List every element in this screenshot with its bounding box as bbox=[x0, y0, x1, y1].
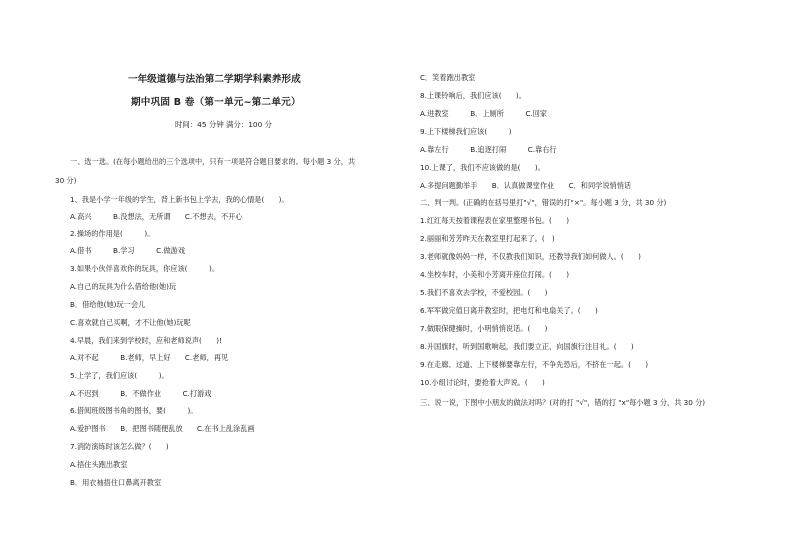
judge-1: 1.红红每天按着课程表在家里整理书包。( ) bbox=[420, 216, 570, 225]
exam-subtitle: 期中巩固 B 卷（第一单元~第二单元） bbox=[131, 97, 301, 108]
q3-option-a: A.自己的玩具为什么借给他(她)玩 bbox=[70, 282, 177, 291]
q7-option-c: C．笑着跑出教室 bbox=[420, 73, 476, 82]
q6-options: A.爱护图书 B．把图书随便乱放 C.在书上乱涂乱画 bbox=[70, 424, 255, 433]
judge-9: 9.在走廊、过道、上下楼梯要靠左行，不争先恐后，不挤在一起。( ) bbox=[420, 360, 649, 369]
section2-title: 二、判一判。(正确的在括号里打"√"，错误的打"×"。每小题 3 分，共 30 分) bbox=[420, 198, 667, 207]
section1-title: 一、选一选。(在每小题给出的三个选项中，只有一项是符合题目要求的。每小题 3 分，共 bbox=[70, 157, 356, 166]
q7-option-a: A.捂住头跑出教室 bbox=[70, 460, 128, 469]
q10-text: 10.上课了，我们不应该做的是( )。 bbox=[420, 163, 545, 172]
q7-text: 7.消防演练时该怎么做？( ) bbox=[70, 442, 169, 451]
q5-options: A.不迟到 B．不做作业 C.打游戏 bbox=[70, 389, 212, 398]
q8-options: A.进教室 B．上厕所 C.回家 bbox=[420, 109, 548, 118]
judge-5: 5.我们不喜欢去学校，不爱校园。( ) bbox=[420, 288, 548, 297]
judge-8: 8.升国旗时，听到国歌响起，我们要立正，向国旗行注目礼。( ) bbox=[420, 342, 634, 351]
judge-4: 4.坐校车时，小美和小芳离开座位打闹。( ) bbox=[420, 270, 570, 279]
judge-7: 7.做眼保健操时，小明悄悄说话。( ) bbox=[420, 324, 548, 333]
q8-text: 8.上课铃响后，我们应该( )。 bbox=[420, 91, 526, 100]
q5-text: 5.上学了，我们应该( )。 bbox=[70, 371, 169, 380]
q3-option-c: C.喜欢就自己买啊，才不让他(她)玩呢 bbox=[70, 318, 191, 327]
judge-2: 2.丽丽和芳芳昨天在教室里打起来了。( ) bbox=[420, 234, 555, 243]
exam-time-info: 时间：45 分钟 满分：100 分 bbox=[175, 120, 273, 129]
q7-option-b: B．用衣袖捂住口鼻离开教室 bbox=[70, 478, 162, 487]
q9-options: A.靠左行 B.追逐打闹 C.靠右行 bbox=[420, 145, 557, 154]
q3-option-b: B．借给他(她)玩一会儿 bbox=[70, 300, 146, 309]
judge-3: 3.老师就像妈妈一样，不仅教我们知识，还教导我们如何做人。( ) bbox=[420, 252, 641, 261]
judge-6: 6.军军做完值日离开教室时，把电灯和电扇关了。( ) bbox=[420, 306, 598, 315]
q4-text: 4.早晨，我们来到学校时，应和老师说声( )! bbox=[70, 336, 222, 345]
q6-text: 6.借阅班级图书角的图书，要( )。 bbox=[70, 406, 198, 415]
section3-title: 三、说一说，下图中小朋友的做法对吗？(对的打 "√"，错的打 "x"每小题 3 分，共 30 分) bbox=[420, 398, 706, 407]
judge-10: 10.小组讨论时，要抢着大声说。( ) bbox=[420, 378, 545, 387]
q10-options: A.多提问题勤举手 B．认真做课堂作业 C．和同学说悄悄话 bbox=[420, 181, 632, 190]
q1-options: A.高兴 B.没想法，无所谓 C.不想去，不开心 bbox=[70, 212, 243, 221]
q3-text: 3.如果小伙伴喜欢你的玩具，你应该( )。 bbox=[70, 264, 220, 273]
q2-options: A.借书 B.学习 C.做游戏 bbox=[70, 246, 186, 255]
section1-title-cont: 30 分) bbox=[55, 176, 77, 185]
exam-title: 一年级道德与法治第二学期学科素养形成 bbox=[128, 74, 301, 85]
q2-text: 2.操场的作用是( )。 bbox=[70, 229, 155, 238]
q1-text: 1、我是小学一年级的学生，背上新书包上学去，我的心情是( )。 bbox=[70, 195, 289, 204]
q9-text: 9.上下楼梯我们应该( ) bbox=[420, 127, 512, 136]
q4-options: A.对不起 B.老师，早上好 C.老师，再见 bbox=[70, 353, 229, 362]
